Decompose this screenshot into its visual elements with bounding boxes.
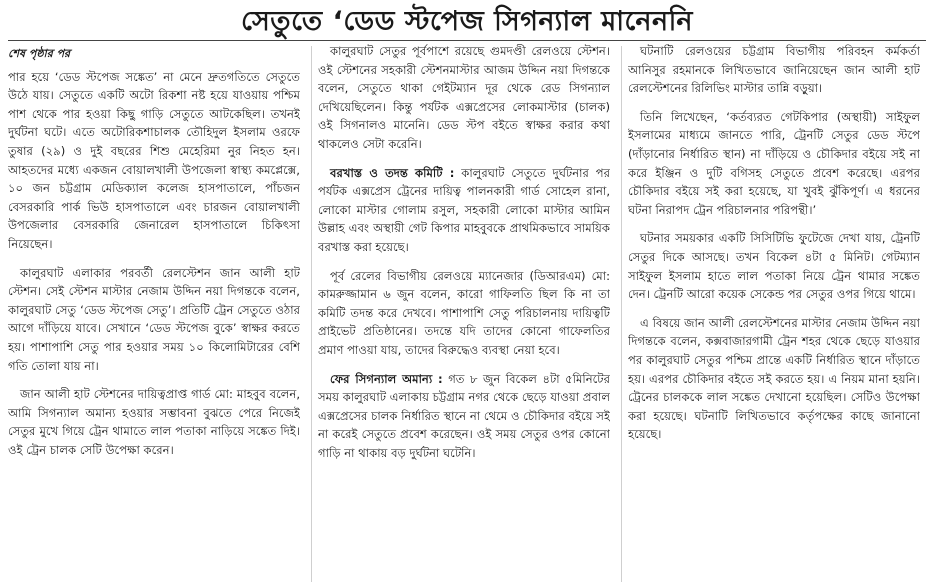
paragraph: কালুরঘাট সেতুর পূর্বপাশে রয়েছে গুমদণ্ডী রেলওয়ে স্টেশন। ওই স্টেশনের সহকারী স্টেশনমাস্টার আজম উদ্দিন নয়া দিগন্তকে বলেন, সেতুতে থাকা গেইটম্যান দূর থেকে রেড সিগন্যাল দেখিয়েছিলেন। কিন্তু পর্যটক এক্সপ্রেসের লোকমাস্টার (চালক) ওই সিগনালও মানেনি। ডেড স্টপ বইতে স্বাক্ষর করার কথা থাকলেও সেটা করেনি। bbox=[318, 44, 610, 151]
subhead-dismissal: বরখাস্ত ও তদন্ত কমিটি : bbox=[330, 165, 455, 180]
paragraph: পার হয়ে ‘ডেড স্টপেজ সঙ্কেত’ না মেনে দ্রুতগতিতে সেতুতে উঠে যায়। সেতুতে একটি অটো রিকশা নষ্ট হয়ে যাওয়ায় পশ্চিম পাশ থেকে পার হওয়া কিছু গাড়ি সেতুতে আটকেছিল। তখনই দুর্ঘটনা ঘটে। এতে অটোরিকশাচালক তৌহিদুল ইসলাম ওরফে তুষার (২৯) ও দুই বছরের শিশু মেহেরিমা নুর নিহত হন। আহতদের মধ্যে একজন বোয়ালখালী উপজেলা স্বাস্থ্য কমপ্লেক্সে, ১০ জন চট্টগ্রাম মেডিক্যাল কলেজ হাসপাতালে, পাঁচজন বেসরকারি পার্ক ভিউ হাসপাতালে এবং চারজন বোয়ালখালী উপজেলার বেসরকারি জেনারেল হাসপাতালে চিকিৎসা নিয়েছেন। bbox=[8, 69, 300, 251]
paragraph: তিনি লিখেছেন, ‘কর্তব্যরত গেটকিপার (অস্থায়ী) সাইফুল ইসলামের মাধ্যমে জানতে পারি, ট্রেনটি সেতুর ডেড স্টপে (দাঁড়ানোর নির্ধারিত স্থান) না দাঁড়িয়ে ও চৌকিদার বইয়ে সই না করে ইঞ্জিন ও দুটি বগিসহ সেতুতে প্রবেশ করেছে। এরপর চৌকিদার বইয়ে সই করা হয়েছে, যা খুবই ঝুঁকিপূর্ণ। এ ধরনের ঘটনা নিরাপদ ট্রেন পরিচালনার পরিপন্থী।’ bbox=[628, 109, 920, 217]
article-column-3 bbox=[628, 42, 920, 588]
paragraph: কালুরঘাট এলাকার পরবর্তী রেলস্টেশন জান আলী হাট স্টেশন। সেই স্টেশন মাস্টার নেজাম উদ্দিন নয়া দিগন্তকে বলেন, কালুরঘাট সেতু ‘ডেড স্টপেজ সেতু’। প্রতিটি ট্রেন সেতুতে ওঠার আগে দাঁড়িয়ে যাবে। সেখানে ‘ডেড স্টপেজ বুকে’ স্বাক্ষর করতে হয়। পাশাপাশি সেতু পার হওয়ার সময় ১০ কিলোমিটারের বেশি গতি তোলা যায় না। bbox=[8, 265, 300, 373]
paragraph: জান আলী হাট স্টেশনের দায়িত্বপ্রাপ্ত গার্ড মো: মাহবুব বলেন, আমি সিগন্যাল অমান্য হওয়ার সম্ভাবনা বুঝতে পেরে নিজেই সেতুর মুখে গিয়ে ট্রেন থামাতে লাল পতাকা নাড়িয়ে সঙ্কেত দিই। ওই ট্রেন চালক সেটি উপেক্ষা করেন। bbox=[8, 387, 300, 457]
article-headline: সেতুতে ‘ডেড স্টপেজ সিগন্যাল মানেননি bbox=[241, 6, 693, 37]
article-column-2 bbox=[318, 42, 610, 588]
paragraph: এ বিষয়ে জান আলী রেলস্টেশনের মাস্টার নেজাম উদ্দিন নয়া দিগন্তকে বলেন, কক্সবাজারগামী ট্রেন শহর থেকে ছেড়ে যাওয়ার পর কালুরঘাট সেতুর পশ্চিম প্রান্তে একটি নির্ধারিত স্থানে দাঁড়াতে হয়। এরপর চৌকিদার বইতে সই করতে হয়। এ নিয়ম মানা হয়নি। ট্রেনের চালককে লাল সঙ্কেত দেখানো হয়েছিল। সেটিও উপেক্ষা করা হয়েছে। ঘটনাটি লিখিতভাবে কর্তৃপক্ষের কাছে জানানো হয়েছে। bbox=[628, 315, 920, 442]
paragraph: পূর্ব রেলের বিভাগীয় রেলওয়ে ম্যানেজার (ডিআরএম) মো: কামরুজ্জামান ৬ জুন বলেন, কারো গাফিলতি ছিল কি না তা কমিটি তদন্ত করে দেখবে। পাশাপাশি সেতু পরিচালনায় দায়িত্বটি প্রাইভেট প্রতিষ্ঠানের। তদন্তে যদি তাদের কোনো গাফেলতির প্রমাণ পাওয়া যায়, তাদের বিরুদ্ধেও ব্যবস্থা নেয়া হবে। bbox=[318, 268, 610, 357]
subhead-signal-violation: ফের সিগন্যাল অমান্য : bbox=[330, 371, 443, 386]
paragraph: ঘটনার সময়কার একটি সিসিটিভি ফুটেজে দেখা যায়, ট্রেনটি সেতুর দিকে আসছে। তখন বিকেল ৪টা ৫ মিনিট। গেটম্যান সাইফুল ইসলাম হাতে লাল পতাকা নিয়ে ট্রেন থামার সঙ্কেত দেন। ট্রেনটি আরো কয়েক সেকেন্ড পর সেতুর ওপর গিয়ে থামে। bbox=[628, 231, 920, 302]
paragraph bbox=[318, 164, 610, 257]
paragraph: ঘটনাটি রেলওয়ের চট্টগ্রাম বিভাগীয় পরিবহন কর্মকর্তা আনিসুর রহমানকে লিখিতভাবে জানিয়েছেন জান আলী হাট রেলস্টেশনের রিলিভিং মাস্টার তান্নি বড়ুয়া। bbox=[628, 44, 920, 96]
headline-rule bbox=[8, 40, 926, 41]
paragraph bbox=[318, 370, 610, 463]
article-column-1 bbox=[8, 42, 300, 588]
continuation-label: শেষ পৃষ্ঠার পর bbox=[8, 47, 71, 60]
paragraph-body: কালুরঘাট সেতুতে দুর্ঘটনার পর পর্যটক এক্সপ্রেস ট্রেনের দায়িত্ব পালনকারী গার্ড সোহেল রানা, লোকো মাস্টার গোলাম রসুল, সহকারী লোকো মাস্টার আমিন উল্লাহ এবং অস্থায়ী গেট কিপার মাহবুবকে প্রাথমিকভাবে সাময়িক বরখাস্ত করা হয়েছে। bbox=[318, 165, 610, 254]
column-divider bbox=[311, 46, 312, 582]
paragraph-body: গত ৮ জুন বিকেল ৪টা ৫মিনিটের সময় কালুরঘাট এলাকায় চট্টগ্রাম নগর থেকে ছেড়ে যাওয়া প্রবাল এক্সপ্রেসের চালক নির্ধারিত স্থানে না থেমে ও চৌকিদার বইয়ে সই না করেই সেতুতে প্রবেশ করেছেন। ওই সময় সেতুর ওপর কোনো গাড়ি না থাকায় বড় দুর্ঘটনা ঘটেনি। bbox=[318, 371, 610, 460]
column-divider bbox=[621, 46, 622, 582]
